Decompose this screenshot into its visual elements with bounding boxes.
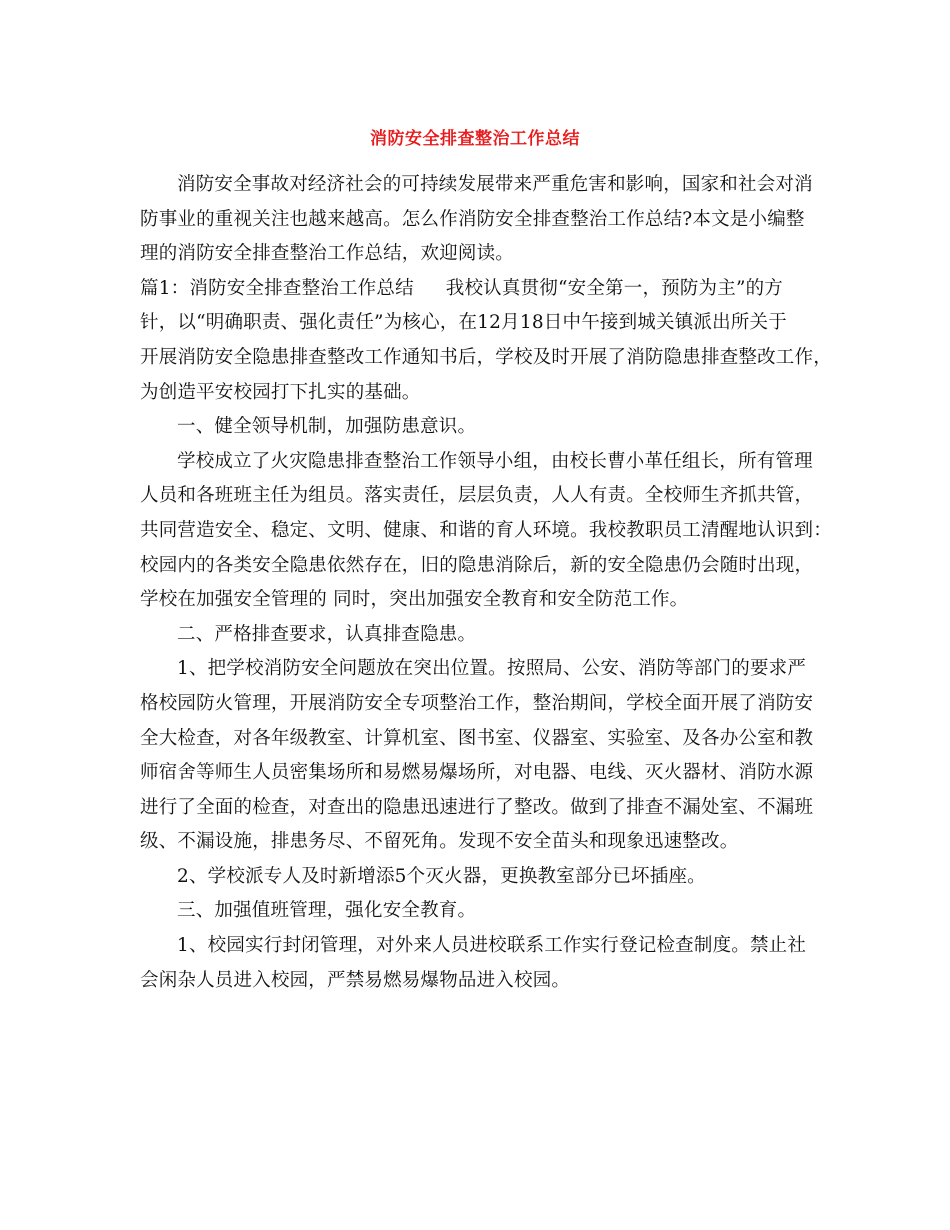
text-span: 我校认真贯彻“安全第一，预防为主”的方 <box>445 277 783 299</box>
text-line: 学校成立了火灾隐患排查整治工作领导小组，由校长曹小革任组长，所有管理 <box>177 450 813 472</box>
text-line: 1、校园实行封闭管理，对外来人员进校联系工作实行登记检查制度。禁止社 <box>177 935 807 957</box>
section-heading: 一、健全领导机制，加强防患意识。 <box>177 416 477 438</box>
text-line: 师宿舍等师生人员密集场所和易燃易爆场所，对电器、电线、灭火器材、消防水源 <box>140 762 814 784</box>
text-line: 为创造平安校园打下扎实的基础。 <box>140 381 421 403</box>
section-heading: 二、严格排查要求，认真排查隐患。 <box>177 623 477 645</box>
text-line: 针，以“明确职责、强化责任”为核心，在12月18日中午接到城关镇派出所关于 <box>140 312 787 334</box>
text-line: 理的消防安全排查整治工作总结，欢迎阅读。 <box>140 243 515 265</box>
text-line: 防事业的重视关注也越来越高。怎么作消防安全排查整治工作总结?本文是小编整 <box>140 208 805 230</box>
text-line: 校园内的各类安全隐患依然存在，旧的隐患消除后，新的安全隐患仍会随时出现， <box>140 554 814 576</box>
text-line: 共同营造安全、稳定、文明、健康、和谐的育人环境。我校教职员工清醒地认识到： <box>140 519 832 541</box>
text-line: 格校园防火管理，开展消防安全专项整治工作，整治期间，学校全面开展了消防安 <box>140 692 814 714</box>
text-line: 级、不漏设施，排患务尽、不留死角。发现不安全苗头和现象迅速整改。 <box>140 831 739 853</box>
text-line: 全大检查，对各年级教室、计算机室、图书室、仪器室、实验室、及各办公室和教 <box>140 727 814 749</box>
text-line: 1、把学校消防安全问题放在突出位置。按照局、公安、消防等部门的要求严 <box>177 658 807 680</box>
section-heading: 三、加强值班管理，强化安全教育。 <box>177 900 477 922</box>
text-line: 开展消防安全隐患排查整改工作通知书后，学校及时开展了消防隐患排查整改工作， <box>140 346 832 368</box>
document-body <box>140 168 832 998</box>
text-line: 会闲杂人员进入校园，严禁易燃易爆物品进入校园。 <box>140 969 571 991</box>
text-line: 进行了全面的检查，对查出的隐患迅速进行了整改。做到了排查不漏处室、不漏班 <box>140 796 814 818</box>
text-line: 学校在加强安全管理的 同时，突出加强安全教育和安全防范工作。 <box>140 589 689 611</box>
text-line: 消防安全事故对经济社会的可持续发展带来严重危害和影响，国家和社会对消 <box>177 174 813 195</box>
text-line: 2、学校派专人及时新增添5个灭火器，更换教室部分已坏插座。 <box>177 865 706 887</box>
section-heading-line <box>140 272 812 307</box>
document-title: 消防安全排查整治工作总结 <box>370 129 580 149</box>
text-line: 人员和各班班主任为组员。落实责任，层层负责，人人有责。全校师生齐抓共管， <box>140 485 814 507</box>
article-heading: 篇1：消防安全排查整治工作总结 <box>140 277 414 299</box>
